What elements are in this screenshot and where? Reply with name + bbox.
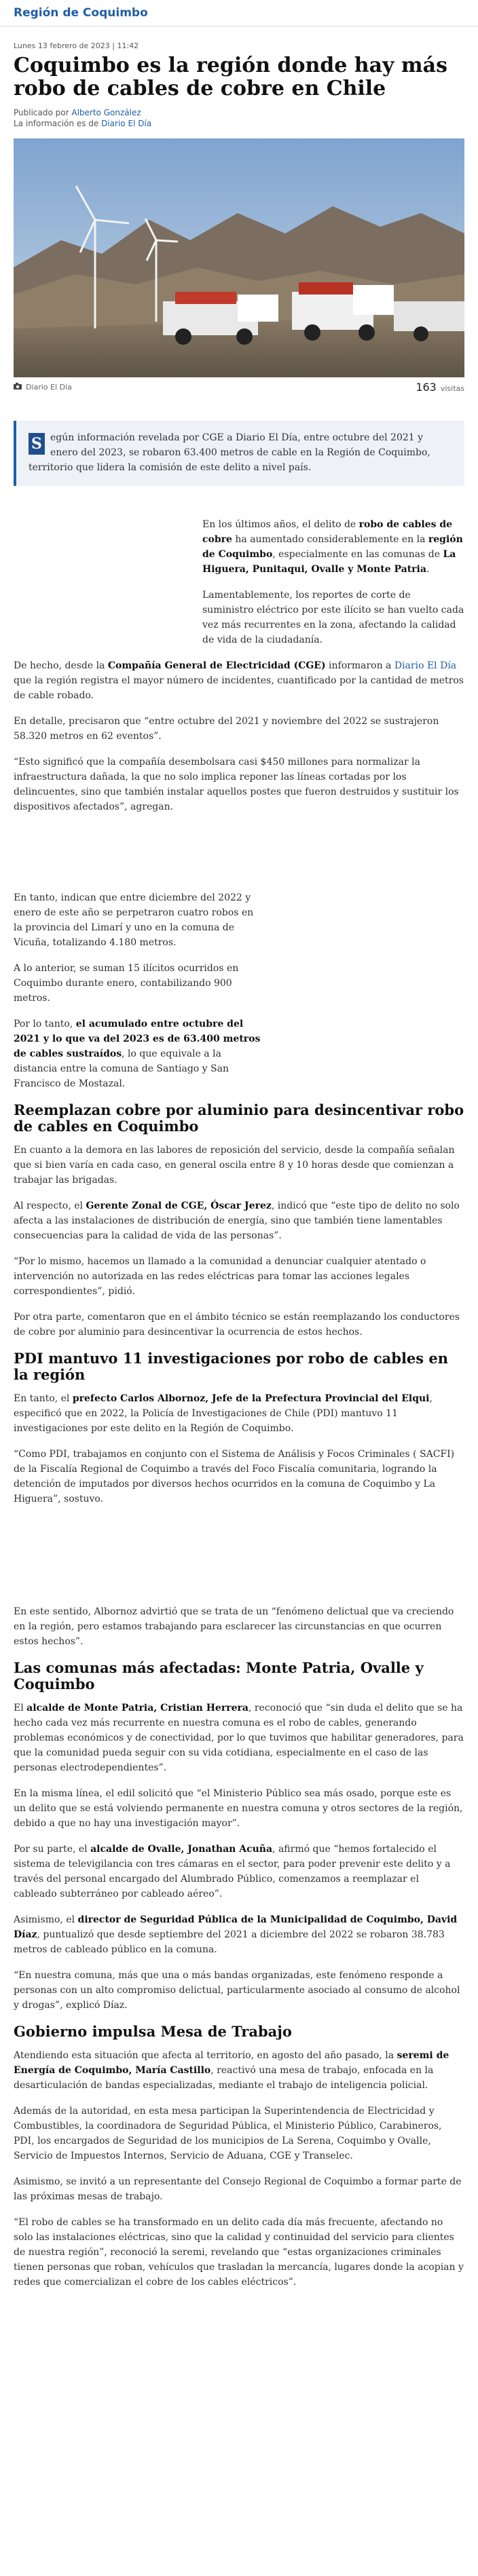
paragraph: En cuanto a la demora en las labores de reposición del servicio, desde la compañía señalan que si bien varía en cada caso, en general oscila entre 8 y 10 horas desde que comienzan a trabajar las brigadas.: [14, 1145, 455, 1186]
lead-dropcap: S: [29, 433, 45, 455]
paragraph: Por lo tanto, el acumulado entre octubre del 2021 y lo que va del 2023 es de 63.400 metros de cables sustraídos, lo que equivale a la distancia entre la comuna de Santiago y San Francisco de Mostazal.: [14, 1019, 261, 1089]
subheading: PDI mantuvo 11 investigaciones por robo de cables en la región: [14, 1350, 449, 1383]
right-column-block: [202, 517, 464, 647]
hero-illustration: [14, 138, 464, 377]
published-label: Publicado por: [14, 108, 69, 117]
paragraph: En los últimos años, el delito de robo de cables de cobre ha aumentado considerablemente en la región de Coquimbo, especialmente en las comunas de La Higuera, Punitaqui, Ovalle y Monte Patria.: [202, 519, 463, 575]
visits-count: 163: [416, 380, 437, 394]
ad-space: [14, 1517, 464, 1604]
paragraph: Por otra parte, comentaron que en el ámbito técnico se están reemplazando los conductores de cobre por aluminio para desincentivar la ocurrencia de estos hechos.: [14, 1312, 460, 1338]
author-link[interactable]: Alberto González: [71, 108, 141, 117]
paragraph: Asimismo, se invitó a un representante del Consejo Regional de Coquimbo a formar parte de las próximas mesas de trabajo.: [14, 2176, 462, 2202]
paragraph: En tanto, indican que entre diciembre del 2022 y enero de este año se perpetraron cuatro robos en la provincia del Limarí y uno en la comuna de Vicuña, totalizando 4.180 metros.: [14, 892, 254, 948]
paragraph: En este sentido, Albornoz advirtió que se trata de un “fenómeno delictual que va creciendo en la región, pero estamos trabajando para esclarecer las circunstancias en que ocurren estos hechos”.: [14, 1606, 454, 1647]
paragraph: De hecho, desde la Compañía General de Electricidad (CGE) informaron a Diario El Día que la región registra el mayor número de incidentes, cuantificado por la cantidad de metros de cable robado.: [14, 660, 464, 701]
image-meta: [14, 377, 464, 396]
section-header: [0, 0, 478, 26]
lead-text: egún información revelada por CGE a Diario El Día, entre octubre del 2021 y enero del 2023, se robaron 63.400 metros de cable en la Región de Coquimbo, territorio que lidera la comisión de este delito a nivel país.: [29, 432, 430, 473]
article-body: [14, 517, 464, 2290]
image-credit: Diario El Día: [26, 382, 72, 392]
subheading: Reemplazan cobre por aluminio para desincentivar robo de cables en Coquimbo: [14, 1101, 464, 1135]
byline: [14, 107, 478, 129]
source-inline-link[interactable]: Diario El Día: [394, 660, 457, 671]
paragraph: Asimismo, el director de Seguridad Pública de la Municipalidad de Coquimbo, David Díaz, puntualizó que desde septiembre del 2021 a diciembre del 2022 se robaron 38.783 metros de cableado público en la comuna.: [14, 1914, 458, 1955]
paragraph: Lamentablemente, los reportes de corte de suministro eléctrico por este ilícito se han vuelto cada vez más recurrentes en la zona, afectando la calidad de vida de la ciudadanía.: [202, 590, 464, 645]
article-date: Lunes 13 febrero de 2023 | 11:42: [14, 41, 139, 50]
paragraph: A lo anterior, se suman 15 ilícitos ocurridos en Coquimbo durante enero, contabilizando 900 metros.: [14, 963, 239, 1004]
camera-icon: [14, 383, 22, 392]
paragraph: “Como PDI, trabajamos en conjunto con el Sistema de Análisis y Focos Criminales ( SACFI) de la Fiscalía Regional de Coquimbo a través del Foco Fiscalía comunitaria, logrando la detención de imputados por diversos hechos ocurridos en la comuna de Coquimbo y La Higuera”, sostuvo.: [14, 1449, 455, 1504]
hero-image: [14, 138, 464, 377]
section-link[interactable]: Región de Coquimbo: [14, 6, 148, 20]
article-title: Coquimbo es la región donde hay más robo de cables de cobre en Chile: [14, 54, 447, 100]
paragraph: El alcalde de Monte Patria, Cristian Herrera, reconoció que “sin duda el delito que se ha hecho cada vez más recurrente en nuestra comuna es el robo de cables, generando problemas económicos y de conectividad, por lo que tuvimos que habilitar generadores, para que la comunidad pueda seguir con su vida cotidiana, especialmente en el caso de las personas electrodependientes”.: [14, 1703, 464, 1773]
paragraph: En detalle, precisaron que “entre octubre del 2021 y noviembre del 2022 se sustrajeron 58.320 metros en 62 eventos”.: [14, 716, 439, 742]
paragraph: “El robo de cables se ha transformado en un delito cada día más frecuente, afectando no solo las instalaciones eléctricas, sino que la calidad y continuidad del servicio para clientes de nuestra región”, reconoció la seremi, revelando que “estas organizaciones criminales tienen personas que roban, vehículos que trasladan la mercancía, lugares donde la acopian y redes que comercializan el cobre de los cables eléctricos”.: [14, 2217, 464, 2288]
article-lead: [14, 421, 464, 486]
paragraph: Atendiendo esta situación que afecta al territorio, en agosto del año pasado, la seremi de Energía de Coquimbo, María Castillo, reactivó una mesa de trabajo, enfocada en la desarticulación de bandas especializadas, mediante el trabajo de inteligencia policial.: [14, 2050, 449, 2091]
ad-space: [14, 825, 464, 890]
paragraph: Al respecto, el Gerente Zonal de CGE, Óscar Jerez, indicó que “este tipo de delito no solo afecta a las instalaciones de distribución de energía, sino que también tiene lamentables consecuencias para la calidad de vida de las personas”.: [14, 1200, 460, 1241]
paragraph: “En nuestra comuna, más que una o más bandas organizadas, este fenómeno responde a personas con un alto compromiso delictual, particularmente asociado al consumo de alcohol y drogas”, explicó Díaz.: [14, 1970, 460, 2011]
source-link[interactable]: Diario El Día: [101, 119, 152, 128]
source-label: La información es de: [14, 119, 99, 128]
paragraph: En tanto, el prefecto Carlos Albornoz, Jefe de la Prefectura Provincial del Elqui, especificó que en 2022, la Policía de Investigaciones de Chile (PDI) mantuvo 11 investigaciones por este delito en la Región de Coquimbo.: [14, 1393, 433, 1434]
subheading: Gobierno impulsa Mesa de Trabajo: [14, 2023, 292, 2040]
paragraph: “Esto significó que la compañía desembolsara casi $450 millones para normalizar la infraestructura dañada, la que no solo implica reponer las líneas cortadas por los delincuentes, sino que también instalar aquellos postes que fueron destruidos y sustituir los dispositivos afectados”, agregan.: [14, 757, 459, 812]
paragraph: Por su parte, el alcalde de Ovalle, Jonathan Acuña, afirmó que “hemos fortalecido el sistema de televigilancia con tres cámaras en el sector, para poder prevenir este delito y a través del personal encargado del Alumbrado Público, comenzamos a reemplazar el cableado subterráneo por cableado aéreo”.: [14, 1844, 451, 1899]
paragraph: Además de la autoridad, en esta mesa participan la Superintendencia de Electricidad y Combustibles, la coordinadora de Seguridad Pública, el Ministerio Público, Carabineros, PDI, los encargados de Seguridad de los municipios de La Serena, Coquimbo y Ovalle, Servicio de Impuestos Internos, Servicio de Aduana, CGE y Transelec.: [14, 2106, 442, 2161]
paragraph: “Por lo mismo, hacemos un llamado a la comunidad a denunciar cualquier atentado o intervención no autorizada en las redes eléctricas para tomar las acciones legales correspondientes”, pidió.: [14, 1256, 426, 1297]
subheading: Las comunas más afectadas: Monte Patria, Ovalle y Coquimbo: [14, 1659, 424, 1692]
left-column-block: [14, 890, 265, 1091]
visits-label: visitas: [440, 383, 464, 393]
paragraph: En la misma línea, el edil solicitó que “el Ministerio Público sea más osado, porque este es un delito que se está volviendo permanente en nuestra comuna y otros sectores de la región, debido a que no hay una investigación mayor”.: [14, 1788, 463, 1829]
